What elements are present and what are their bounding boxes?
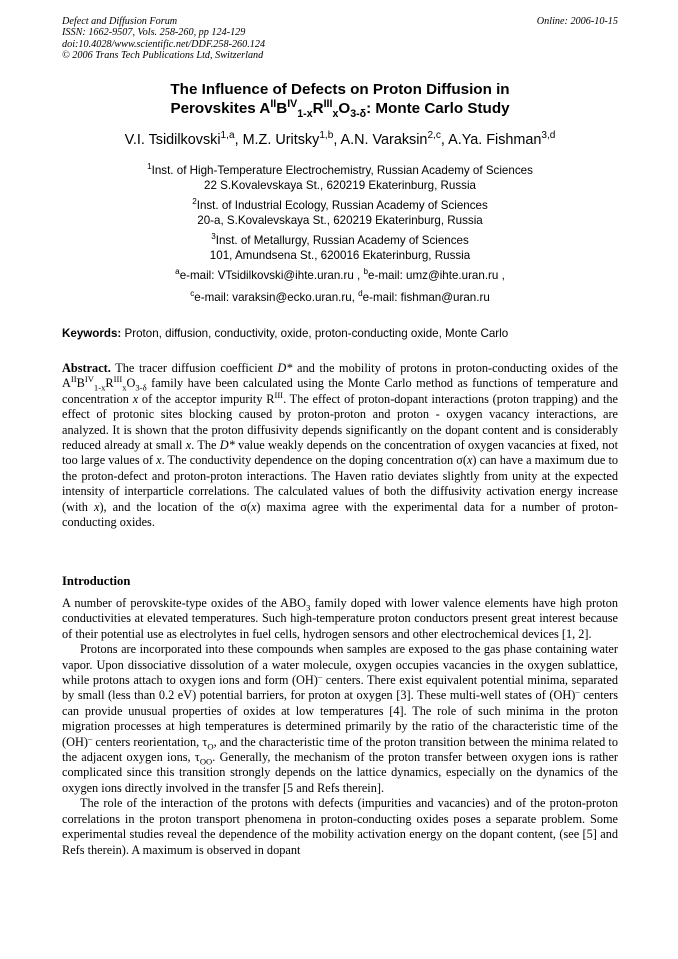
title-line-2: Perovskites $A^{II}B^{IV}_{1-x}R^{III}_xO_{3-\delta}$: Monte Carlo Study	[170, 97, 510, 121]
intro-paragraph-1: A number of perovskite-type oxides of the $ABO_3$ family doped with lower valence elements have high proton conductivities at elevated temperatures. Such high-temperature proton conductors present great interest because of their potential use as electrolytes in fuel cells, hydrogen sensors and other electrochemical devices [1, 2].	[62, 596, 618, 641]
journal-header	[62, 16, 618, 62]
keywords	[62, 326, 618, 341]
intro-paragraph-2: Protons are incorporated into these compounds when samples are exposed to the gas phase containing water vapor. Upon dissociative dissolution of a water molecule, oxygen occupies vacancies in the oxygen sublattice, while protons attach to oxygen ions and form (OH)– centers. There exist equivalent potential minima, separated by small (less than 0.2 eV) potential barriers, for proton at oxygen [3]. These multi-well states of (OH)– centers can provide unusual properties of oxides at low temperatures [4]. The role of such minima in the proton migration processes at high temperatures is determined primarily by the ratio of the characteristic time of the (OH)– centers reorientation, $\tau_O$, and the characteristic time of the proton transition between the minima related to the adjacent oxygen ions, $\tau_{OO}$. Generally, the mechanism of the proton transfer between oxygen ions is rather complicated since this transition strongly depends on the lattice dynamics, especially on the dynamics of the oxygen ions directly involved in the transfer [5 and Refs therein].	[62, 642, 619, 795]
affiliation-1: $^1$Inst. of High-Temperature Electrochemistry, Russian Academy of Sciences 22 S.Kovalevskaya St., 620219 Ekaterinburg, Russia	[147, 162, 533, 192]
email-line-1: $^a$e-mail: VTsidilkovski@ihte.uran.ru , $^b$e-mail: umz@ihte.uran.ru ,	[175, 267, 505, 282]
online-date: Online: 2006-10-15	[536, 16, 618, 27]
email-list	[62, 268, 618, 305]
issn-line: ISSN: 1662-9507, Vols. 258-260, pp 124-129	[62, 27, 246, 39]
introduction-body	[62, 596, 618, 858]
author: M.Z. Uritsky	[242, 132, 320, 148]
doi-line: doi:10.4028/www.scientific.net/DDF.258-260.124	[62, 38, 266, 50]
author-list: V.I. Tsidilkovski$^{1,a}$, M.Z. Uritsky$^{1,b}$, A.N. Varaksin$^{2,c}$, A.Ya. Fishman$^{3,d}$	[124, 130, 556, 148]
section-heading-introduction: Introduction	[62, 574, 131, 588]
journal-name: Defect and Diffusion Forum	[62, 16, 178, 27]
affiliation-2: $^2$Inst. of Industrial Ecology, Russian Academy of Sciences 20-a, S.Kovalevskaya St., 620219 Ekaterinburg, Russia	[192, 197, 488, 227]
email-link[interactable]: e-mail: umz@ihte.uran.ru ,	[368, 269, 505, 282]
keywords-text: Proton, diffusion, conductivity, oxide, proton-conducting oxide, Monte Carlo	[124, 327, 509, 340]
author: V.I. Tsidilkovski	[124, 132, 221, 148]
email-link[interactable]: e-mail: VTsidilkovski@ihte.uran.ru ,	[179, 269, 361, 282]
copyright-line: © 2006 Trans Tech Publications Ltd, Switzerland	[62, 50, 264, 62]
abstract: Abstract. The tracer diffusion coefficient D* and the mobility of protons in proton-conducting oxides of the $A^{II}B^{IV}_{1-x}R^{III}_xO_{3-\delta}$ family have been calculated using the Monte Carlo method as functions of temperature and concentration x of the acceptor impurity $R^{III}$. The effect of proton-dopant interactions (proton trapping) and the effect of protonic sites blocking caused by proton-proton and proton - oxygen vacancy interactions, are analyzed. It is shown that the proton diffusivity depends significantly on the dopant content and is considerably reduced already at small x. The D* value weakly depends on the concentration of oxygen vacancies at fixed, not too large values of x. The conductivity dependence on the doping concentration σ(x) can have a maximum due to the proton-defect and proton-proton interactions. The Haven ratio deviates slightly from unity at the expected intensity of interparticle correlations. The calculated values of both the diffusivity activation energy increase (with x), and the location of the σ(x) maxima agree with the experimental data for a number of proton-conducting oxides.	[62, 361, 619, 530]
email-line-2: $^c$e-mail: varaksin@ecko.uran.ru, $^d$e-mail: fishman@uran.ru	[190, 289, 490, 304]
author: A.N. Varaksin	[340, 132, 428, 148]
author: A.Ya. Fishman	[448, 132, 542, 148]
abstract-label: Abstract.	[62, 361, 111, 375]
title-line-1: The Influence of Defects on Proton Diffusion in	[170, 81, 510, 98]
email-link[interactable]: e-mail: fishman@uran.ru	[362, 291, 490, 304]
email-link[interactable]: e-mail: varaksin@ecko.uran.ru,	[194, 291, 355, 304]
affiliation-3: $^3$Inst. of Metallurgy, Russian Academy of Sciences 101, Amundsena St., 620016 Ekaterinburg, Russia	[209, 232, 471, 262]
keywords-label: Keywords:	[62, 327, 122, 340]
intro-paragraph-3: The role of the interaction of the protons with defects (impurities and vacancies) and of the proton-proton correlations in the proton transport phenomena in proton-conducting oxides poses a separate problem. Some experimental studies reveal the dependence of the mobility activation energy on the dopant content, (see [5] and Refs therein). A maximum is observed in dopant	[62, 796, 618, 857]
paper-title	[62, 80, 618, 121]
